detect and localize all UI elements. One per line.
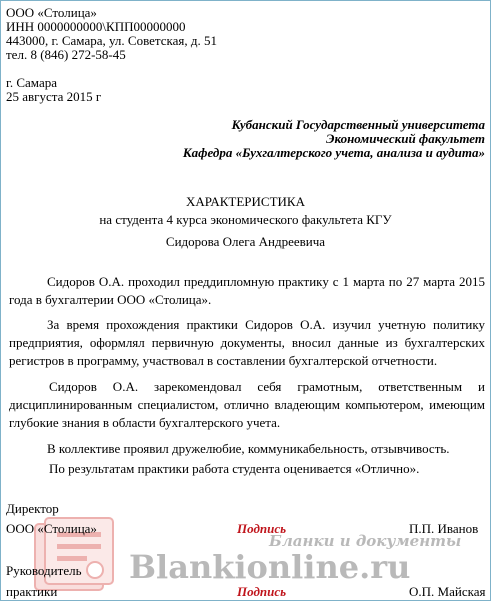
recipient-department: Кафедра «Бухгалтерского учета, анализа и аудита» (182, 145, 485, 160)
recipient-faculty: Экономический факультет (326, 131, 485, 146)
company-address: 443000, г. Самара, ул. Советская, д. 51 (6, 33, 217, 48)
company-name: ООО «Столица» (6, 5, 97, 20)
document-date: 25 августа 2015 г (6, 89, 102, 104)
watermark-tagline: Бланки и документы (269, 532, 462, 550)
city: г. Самара (6, 75, 57, 90)
paragraph-result: По результатам практики работа студента оценивается «Отлично». (49, 461, 420, 476)
document-title: ХАРАКТЕРИСТИКА (186, 194, 305, 209)
supervisor-sub: практики (6, 584, 58, 599)
recipient-university: Кубанский Государственный университета (231, 117, 485, 132)
director-org: ООО «Столица» (6, 521, 97, 536)
paragraph-evaluation: Сидоров О.А. зарекомендовал себя грамотным, ответственным и дисциплинированным специалистом, отлично владеющим компьютером, имеющим глубокие знания в области бухгалтерского учета. (9, 379, 485, 430)
watermark-site: Blankionline.ru (129, 548, 411, 586)
student-name: Сидорова Олега Андреевича (165, 234, 326, 249)
supervisor-name: О.П. Майская (409, 584, 486, 599)
paragraph-team: В коллективе проявил дружелюбие, коммуникабельность, отзывчивость. (47, 441, 450, 456)
director-title: Директор (6, 501, 59, 516)
supervisor-signature: Подпись (237, 584, 287, 599)
document-subtitle: на студента 4 курса экономического факультета КГУ (99, 212, 392, 227)
supervisor-title: Руководитель (6, 563, 82, 578)
paragraph-practice: Сидоров О.А. проходил преддипломную практику с 1 марта по 27 марта 2015 года в бухгалтерии ООО «Столица». (9, 274, 485, 307)
company-inn: ИНН 0000000000\КПП00000000 (6, 19, 186, 34)
paragraph-duties: За время прохождения практики Сидоров О.А. изучил учетную политику предприятия, оформлял первичную документы, вносил данные из бухгалтерских регистров в программу, участвовал в составлении бухгалтерской отчетности. (9, 317, 485, 368)
company-phone: тел. 8 (846) 272-58-45 (6, 47, 126, 62)
director-signature: Подпись (237, 521, 287, 536)
director-name: П.П. Иванов (409, 521, 479, 536)
